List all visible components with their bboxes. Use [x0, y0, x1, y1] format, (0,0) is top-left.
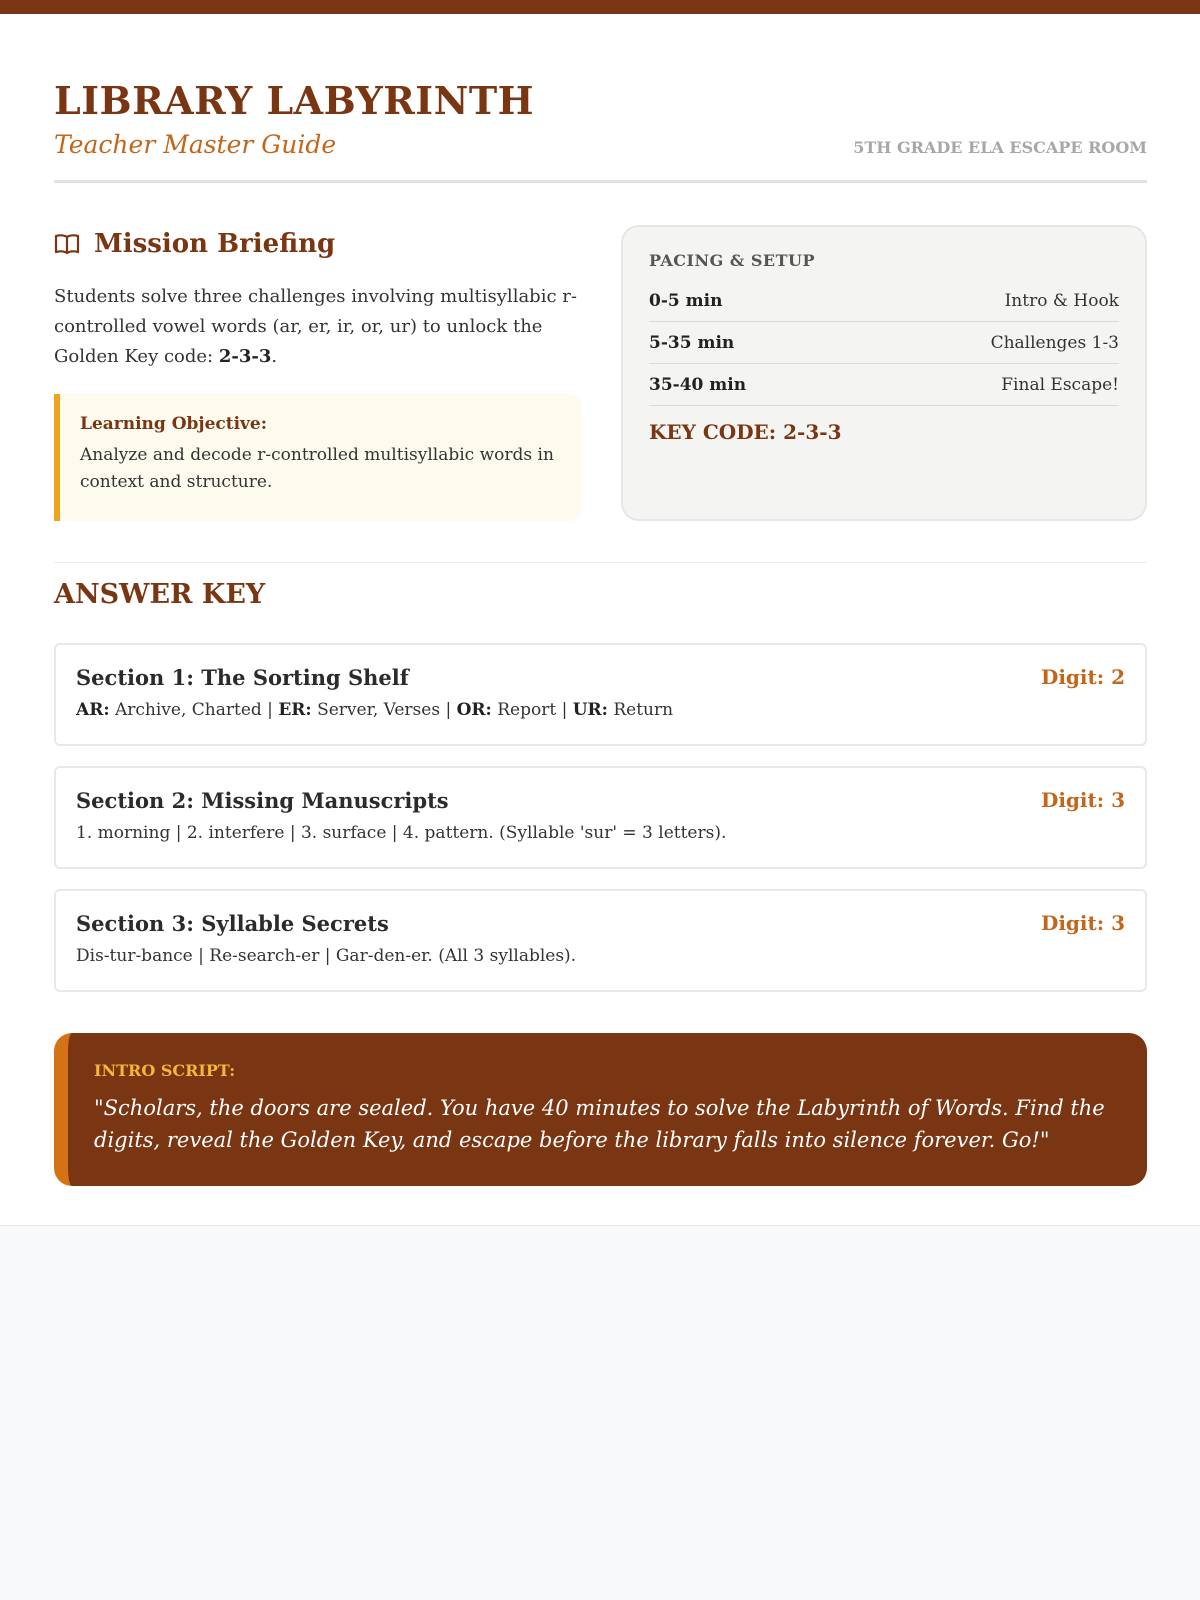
section-digit: Digit: 3 — [1040, 911, 1125, 935]
section-title: Section 2: Missing Manuscripts — [76, 788, 449, 813]
objective-text: Analyze and decode r-controlled multisyllabic words in context and structure. — [80, 445, 554, 492]
section-title: Section 1: The Sorting Shelf — [76, 665, 409, 690]
pacing-time: 35-40 min — [649, 374, 747, 395]
briefing-text-before: Students solve three challenges involving multisyllabic r-controlled vowel words (ar, er, ir, or, ur) to unlock the Golden Key code: — [54, 286, 577, 367]
page-header — [54, 66, 1147, 183]
answer-label: UR: — [572, 700, 608, 720]
briefing-title: Mission Briefing — [94, 229, 336, 259]
answer-label: OR: — [456, 700, 492, 720]
answer-label: AR: — [76, 700, 110, 720]
book-icon — [54, 232, 80, 256]
script-text: "Scholars, the doors are sealed. You have 40 minutes to solve the Labyrinth of Words. Find the digits, reveal the Golden Key, and escape before the library falls into silence forever. Go!" — [94, 1096, 1105, 1152]
learning-objective — [54, 394, 581, 521]
pacing-task: Challenges 1-3 — [990, 332, 1119, 353]
answer-words: Server, Verses | — [311, 700, 457, 720]
pacing-row — [649, 280, 1119, 322]
pacing-label: PACING & SETUP — [649, 251, 816, 270]
briefing-heading — [54, 224, 335, 264]
section-title: Section 3: Syllable Secrets — [76, 911, 389, 936]
pacing-row — [649, 322, 1119, 364]
section-digit: Digit: 3 — [1040, 788, 1125, 812]
section-digit: Digit: 2 — [1040, 665, 1125, 689]
pacing-row — [649, 364, 1119, 406]
answer-words: Archive, Charted | — [109, 700, 279, 720]
objective-label: Learning Objective: — [80, 414, 268, 434]
intro-script — [54, 1033, 1147, 1186]
pacing-time: 0-5 min — [649, 290, 723, 311]
page-title: LIBRARY LABYRINTH — [54, 78, 534, 123]
pacing-panel — [621, 225, 1147, 521]
page-subtitle: Teacher Master Guide — [54, 130, 337, 159]
answer-card-section-1 — [54, 643, 1147, 746]
briefing-text-after: . — [271, 346, 278, 367]
grade-label: 5TH GRADE ELA ESCAPE ROOM — [853, 138, 1147, 157]
answer-card-section-2 — [54, 766, 1147, 869]
script-label: INTRO SCRIPT: — [94, 1061, 236, 1080]
section-answer: 1. morning | 2. interfere | 3. surface | 4. pattern. (Syllable 'sur' = 3 letters). — [76, 823, 727, 843]
section-answer: Dis-tur-bance | Re-search-er | Gar-den-er. (All 3 syllables). — [76, 946, 577, 966]
answer-words: Report | — [491, 700, 573, 720]
answer-key-title: ANSWER KEY — [54, 579, 266, 610]
pacing-time: 5-35 min — [649, 332, 735, 353]
section-answer — [76, 700, 673, 720]
section-divider — [54, 562, 1147, 563]
answer-words: Return — [607, 700, 674, 720]
briefing-code: 2-3-3 — [218, 346, 272, 367]
answer-card-section-3 — [54, 889, 1147, 992]
pacing-task: Intro & Hook — [1004, 290, 1119, 311]
pacing-task: Final Escape! — [1001, 374, 1119, 395]
briefing-text — [54, 282, 581, 372]
key-code: KEY CODE: 2-3-3 — [649, 420, 842, 444]
answer-label: ER: — [278, 700, 312, 720]
